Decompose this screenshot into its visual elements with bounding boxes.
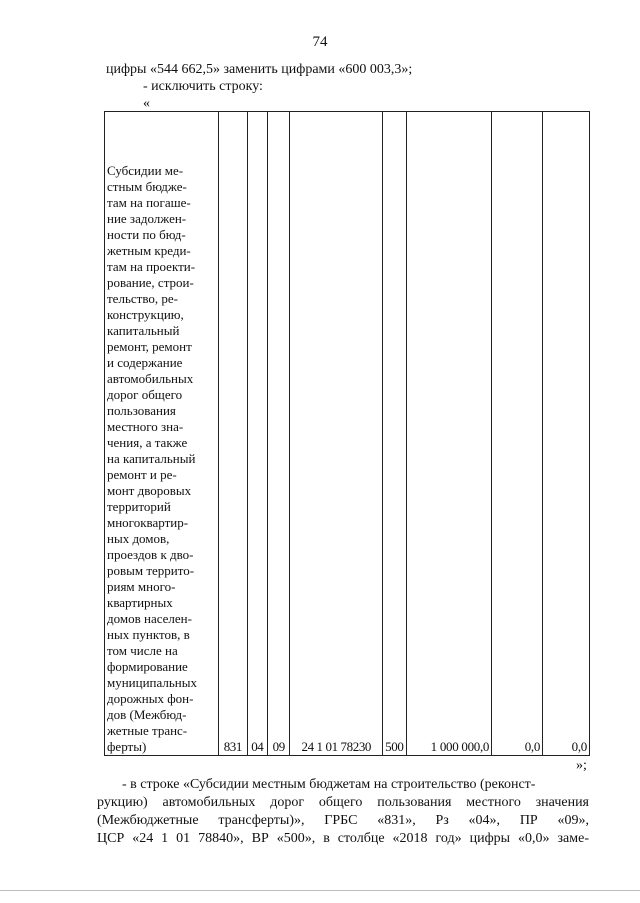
paragraph-line-4: ЦСР «24 1 01 78840», ВР «500», в столбце «2018 год» цифры «0,0» заме- <box>97 831 589 846</box>
sum-cell-1: 1 000 000,0 <box>406 112 492 756</box>
scan-edge-line <box>0 890 640 891</box>
row-name-cell: Субсидии ме- стным бюдже- там на погаше- ние задолжен- ности по бюд- жетным креди- там на проекти- рование, строи- тельство, ре- конструкцию, капитальный ремонт, ремонт и содержание автомобильных дорог общего пользования местного зна- чения, а также на капитальный ремонт и ре- монт дворовых территорий многоквартир- ных домов, проездов к дво- ровым террито- риям много- квартирных домов населен- ных пунктов, в том числе на формирование муниципальных дорожных фон- дов (Межбюд- жетные транс- ферты) <box>105 112 219 756</box>
paragraph-line-1: - в строке «Субсидии местным бюджетам на строительство (реконст- <box>122 777 536 792</box>
sum-cell-2: 0,0 <box>492 112 543 756</box>
sum-cell-3: 0,0 <box>543 112 590 756</box>
budget-table <box>104 111 590 756</box>
opening-quote: « <box>143 96 150 111</box>
pr-cell: 09 <box>268 112 290 756</box>
csr-cell: 24 1 01 78230 <box>290 112 383 756</box>
page-number: 74 <box>312 34 328 50</box>
intro-line-exclude-row: - исключить строку: <box>143 79 263 94</box>
table-row <box>105 112 590 756</box>
paragraph-line-3: (Межбюджетные трансферты)», ГРБС «831», Рз «04», ПР «09», <box>97 813 589 828</box>
vr-cell: 500 <box>383 112 406 756</box>
intro-line-replace-figures: цифры «544 662,5» заменить цифрами «600 003,3»; <box>106 62 413 77</box>
grbs-cell: 831 <box>219 112 248 756</box>
closing-quote: »; <box>576 758 587 773</box>
paragraph-line-2: рукцию) автомобильных дорог общего пользования местного значения <box>97 795 589 810</box>
rz-cell: 04 <box>247 112 267 756</box>
